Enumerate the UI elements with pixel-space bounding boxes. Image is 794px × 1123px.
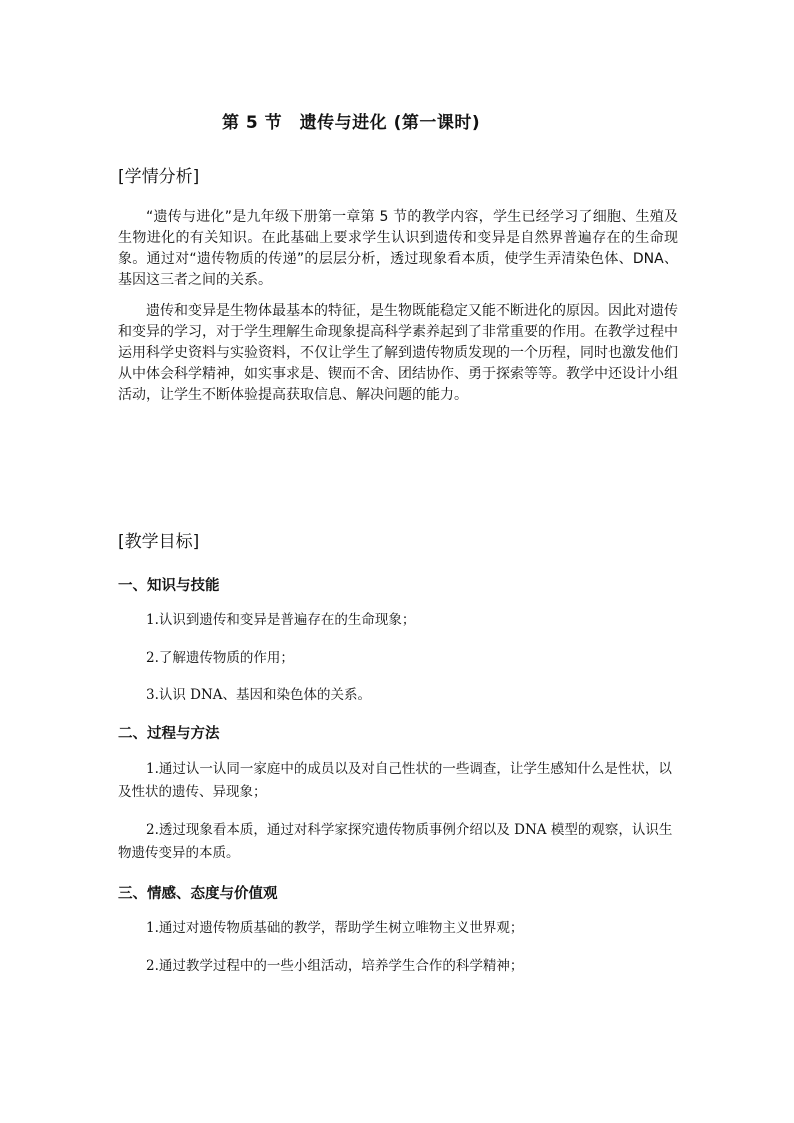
goal-item: 2.透过现象看本质，通过对科学家探究遗传物质事例介绍以及 DNA 模型的观察，认识生物遗传变异的本质。 bbox=[118, 822, 673, 861]
goal-item: 1.通过对遗传物质基础的教学，帮助学生树立唯物主义世界观； bbox=[146, 920, 524, 936]
page-title: 第 5 节 遗传与进化 (第一课时) bbox=[222, 113, 481, 133]
goal-item: 3.认识 DNA、基因和染色体的关系。 bbox=[146, 687, 372, 703]
section-heading-analysis: [学情分析] bbox=[118, 167, 200, 187]
goal-item: 1.认识到遗传和变异是普遍存在的生命现象； bbox=[146, 612, 416, 628]
goal-item: 2.了解遗传物质的作用； bbox=[146, 650, 294, 666]
goal-group-values-title: 三、情感、态度与价值观 bbox=[118, 886, 278, 902]
section-heading-goals: [教学目标] bbox=[118, 532, 200, 552]
goal-group-process-title: 二、过程与方法 bbox=[118, 726, 220, 742]
goal-item: 2.通过教学过程中的一些小组活动，培养学生合作的科学精神； bbox=[146, 958, 524, 974]
goal-item: 1.通过认一认同一家庭中的成员以及对自己性状的一些调查，让学生感知什么是性状，以及性状的遗传、异现象； bbox=[118, 761, 672, 800]
analysis-paragraph-2: 遗传和变异是生物体最基本的特征，是生物既能稳定又能不断进化的原因。因此对遗传和变异的学习，对于学生理解生命现象提高科学素养起到了非常重要的作用。在教学过程中运用科学史资料与实验资料，不仅让学生了解到遗传物质发现的一个历程，同时也激发他们从中体会科学精神，如实事求是、锲而不舍、团结协作、勇于探索等等。教学中还设计小组活动，让学生不断体验提高获取信息、解决问题的能力。 bbox=[118, 303, 678, 403]
analysis-paragraph-1: “遗传与进化”是九年级下册第一章第 5 节的教学内容，学生已经学习了细胞、生殖及生物进化的有关知识。在此基础上要求学生认识到遗传和变异是自然界普遍存在的生命现象。通过对“遗传物质的传递”的层层分析，透过现象看本质，使学生弄清染色体、DNA、基因这三者之间的关系。 bbox=[118, 209, 678, 288]
goal-group-knowledge-title: 一、知识与技能 bbox=[118, 578, 220, 594]
